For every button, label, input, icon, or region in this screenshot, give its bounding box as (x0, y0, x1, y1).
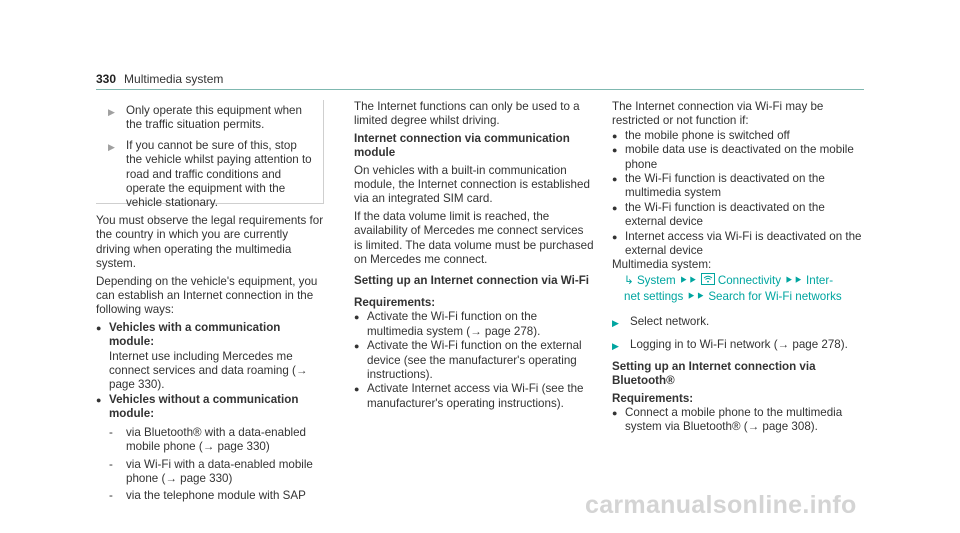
path-connectivity: Connectivity (717, 273, 782, 287)
bullet-icon: ● (354, 341, 360, 352)
return-arrow-icon: ↳ (624, 273, 634, 287)
list-item (96, 321, 324, 393)
list-item: ● Activate the Wi-Fi function on the external device (see the manufacturer's operating instructions). (354, 339, 582, 381)
double-chevron-icon: ⯈⯈ (686, 289, 709, 303)
play-arrow-icon: ▶ (612, 341, 619, 352)
path-search-networks: Search for Wi-Fi networks (708, 289, 842, 303)
wifi-icon (701, 273, 715, 285)
list-item-title: Vehicles without a communication module: (109, 392, 299, 421)
warning-item: ▶ Only operate this equipment when the traffic situation permits. (108, 104, 302, 132)
list-item-text: Internet use including Mercedes me connect services and data roaming (→ page 330). (109, 349, 308, 392)
page-number: 330 (96, 72, 117, 86)
double-chevron-icon: ⯈⯈ (678, 273, 701, 287)
paragraph: Depending on the vehicle's equipment, you can establish an Internet connection in the following ways: (96, 274, 318, 317)
path-internet-settings-start: Inter- (806, 273, 834, 287)
list-item: ● the mobile phone is switched off (612, 128, 790, 142)
subheading: Setting up an Internet connection via Bluetooth® (612, 359, 816, 388)
list-item: ● the Wi-Fi function is deactivated on the external device (612, 200, 825, 229)
list-item: ● the Wi-Fi function is deactivated on the multimedia system (612, 172, 825, 200)
play-arrow-icon: ▶ (612, 317, 619, 328)
page-header (96, 72, 223, 88)
play-arrow-icon: ▶ (108, 107, 115, 117)
path-internet-settings-end: net settings (624, 289, 684, 303)
bullet-icon: ● (612, 145, 618, 156)
requirements-label: Requirements: (612, 391, 694, 405)
step-item: ▶ Select network. (612, 315, 862, 330)
list-item: ● Internet access via Wi-Fi is deactivated on the external device (612, 229, 862, 258)
bullet-icon: ● (612, 130, 618, 141)
paragraph: You must observe the legal requirements for the country in which you are currently driving when operating the multimedia system. (96, 214, 324, 271)
bullet-icon: ● (612, 174, 618, 185)
list-item: ● mobile data use is deactivated on the mobile phone (612, 143, 854, 171)
column-1 (96, 100, 324, 507)
double-chevron-icon: ⯈⯈ (784, 273, 807, 287)
step-item: ▶ Logging in to Wi-Fi network (→ page 278). (612, 338, 862, 353)
requirements-label: Requirements: (354, 295, 436, 309)
subheading: Internet connection via communication module (354, 131, 570, 160)
menu-path (624, 273, 862, 305)
column-3 (612, 100, 862, 435)
bullet-icon: ● (612, 407, 618, 418)
dash-item: - via Wi-Fi with a data-enabled mobile phone (→ page 330) (109, 457, 313, 485)
multimedia-system-label: Multimedia system: (612, 258, 712, 272)
bullet-icon: ● (96, 394, 102, 405)
warning-item: ▶ If you cannot be sure of this, stop the vehicle whilst paying attention to road and traffic conditions and operate the equipment with the vehicle stationary. (108, 138, 312, 210)
paragraph: On vehicles with a built-in communication module, the Internet connection is established via an integrated SIM card. (354, 163, 590, 206)
bullet-icon: ● (354, 312, 360, 323)
list-item: ● Activate Internet access via Wi-Fi (see the manufacturer's operating instructions). (354, 382, 584, 410)
subheading: Setting up an Internet connection via Wi-Fi (354, 274, 589, 288)
header-divider (96, 89, 864, 90)
warning-box (96, 100, 324, 210)
bullet-icon: ● (354, 384, 360, 395)
bullet-icon: ● (612, 231, 618, 242)
paragraph: The Internet connection via Wi-Fi may be restricted or not function if: (612, 100, 824, 128)
path-system: System (636, 273, 676, 287)
paragraph: The Internet functions can only be used to a limited degree whilst driving. (354, 100, 580, 128)
list-item-title: Vehicles with a communication module: (109, 320, 281, 349)
dash-item: - via the telephone module with SAP (109, 489, 306, 503)
list-item (96, 393, 324, 422)
bullet-icon: ● (612, 202, 618, 213)
watermark: carmanualsonline.info (585, 491, 857, 519)
bullet-icon: ● (96, 322, 102, 333)
play-arrow-icon: ▶ (108, 141, 115, 152)
paragraph: If the data volume limit is reached, the availability of Mercedes me connect services is limited. The data volume must be purchased on Mercedes me connect. (354, 209, 594, 267)
dash-item: - via Bluetooth® with a data-enabled mobile phone (→ page 330) (109, 425, 306, 454)
section-title: Multimedia system (124, 72, 224, 86)
column-2 (354, 100, 594, 411)
list-item: ● Connect a mobile phone to the multimedia system via Bluetooth® (→ page 308). (612, 405, 843, 434)
list-item: ● Activate the Wi-Fi function on the multimedia system (→ page 278). (354, 310, 541, 338)
